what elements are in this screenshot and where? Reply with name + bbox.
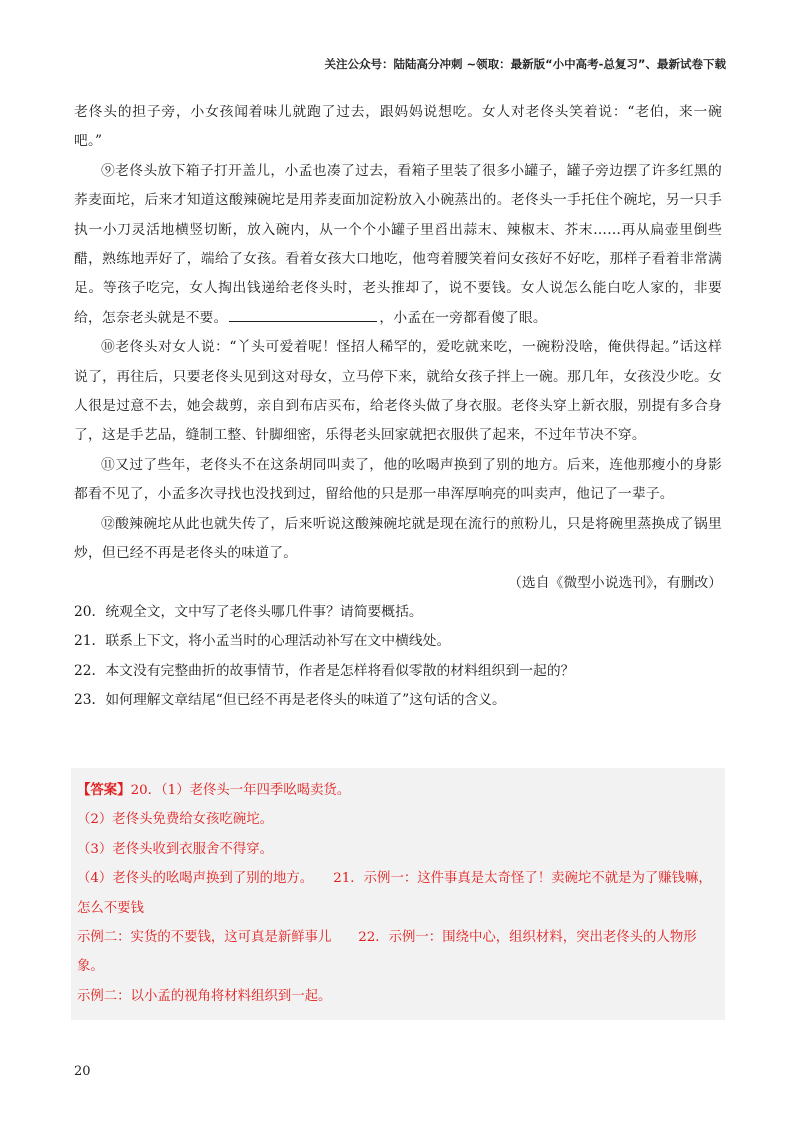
page-header: 关注公众号：陆陆高分冲刺 ~领取：最新版“小中高考-总复习”、最新试卷下载	[324, 57, 726, 71]
story-content	[74, 98, 722, 716]
answer-line-6: 示例二：以小孟的视角将材料组织到一起。	[77, 988, 332, 1004]
answer-line-1	[77, 776, 719, 805]
paragraph-9	[74, 157, 722, 333]
answer-line-2: （2）老佟头免费给女孩吃碗坨。	[77, 812, 273, 828]
source-citation: （选自《微型小说选刊》，有删改）	[508, 574, 722, 591]
page-number: 20	[74, 1064, 91, 1079]
answer-box	[71, 768, 725, 1020]
question-22: 22．本文没有完整曲折的故事情节，作者是怎样将看似零散的材料组织到一起的？	[74, 662, 575, 679]
paragraph-8-end: 老佟头的担子旁，小女孩闻着味儿就跑了过去，跟妈妈说想吃。女人对老佟头笑着说：“老伯，来一碗吧。”	[74, 104, 722, 150]
paragraph-12: ⑫酸辣碗坨从此也就失传了，后来听说这酸辣碗坨就是现在流行的煎粉儿，只是将碗里蒸换成了锅里炒，但已经不再是老佟头的味道了。	[74, 515, 722, 562]
answer-line-3: （3）老佟头收到衣服舍不得穿。	[77, 841, 273, 857]
answer-line-5: 示例二：实货的不要钱，这可真是新鲜事儿 22．示例一：围绕中心，组织材料，突出老佟头的人物形象。	[77, 930, 697, 975]
paragraph-9-text: ⑨老佟头放下箱子打开盖儿，小孟也凑了过去，看箱子里装了很多小罐子，罐子旁边摆了许多红黑的荞麦面坨，后来才知道这酸辣碗坨是用荞麦面加淀粉放入小碗蒸出的。老佟头一手托住个碗坨，另一只手执一小刀灵活地横竖切断，放入碗内，从一个个小罐子里舀出蒜末、辣椒末、芥末……再从扁壶里倒些醋，熟练地弄好了，端给了女孩。看着女孩大口地吃，他弯着腰笑着问女孩好不好吃，那样子看着非常满足。等孩子吃完，女人掏出钱递给老佟头时，老头推却了，说不要钱。女人说怎么能白吃人家的，非要给，怎奈老头就是不要。	[74, 162, 722, 326]
answer-line-1-text: 20．（1）老佟头一年四季吆喝卖货。	[130, 783, 351, 798]
paragraph-10: ⑩老佟头对女人说：“丫头可爱着呢！怪招人稀罕的，爱吃就来吃，一碗粉没啥，俺供得起。”话这样说了，再往后，只要老佟头见到这对母女，立马停下来，就给女孩子拌上一碗。那几年，女孩没少吃。女人很是过意不去，她会裁剪，亲自到布店买布，给老佟头做了身衣服。老佟头穿上新衣服，别提有多合身了，这是手艺品，缝制工整、针脚细密，乐得老头回家就把衣服供了起来，不过年节决不穿。	[74, 339, 722, 444]
answer-tag: 【答案】	[77, 782, 131, 798]
question-23: 23．如何理解文章结尾“但已经不再是老佟头的味道了”这句话的含义。	[74, 692, 506, 709]
answer-line-4: （4）老佟头的吆喝声换到了别的地方。 21．示例一：这件事真是太奇怪了！卖碗坨不就是为了赚钱嘛，怎么不要钱	[77, 871, 712, 916]
paragraph-11: ⑪又过了些年，老佟头不在这条胡同叫卖了，他的吆喝声换到了别的地方。后来，连他那瘦小的身影都看不见了，小孟多次寻找也没找到过，留给他的只是那一串浑厚响亮的叫卖声，他记了一辈子。	[74, 456, 722, 503]
question-20: 20．统观全文，文中写了老佟头哪几件事？请简要概括。	[74, 603, 423, 620]
paragraph-9-end: ，小孟在一旁都看傻了眼。	[379, 309, 547, 326]
question-21: 21．联系上下文，将小孟当时的心理活动补写在文中横线处。	[74, 633, 451, 650]
fill-in-blank[interactable]	[229, 304, 377, 322]
